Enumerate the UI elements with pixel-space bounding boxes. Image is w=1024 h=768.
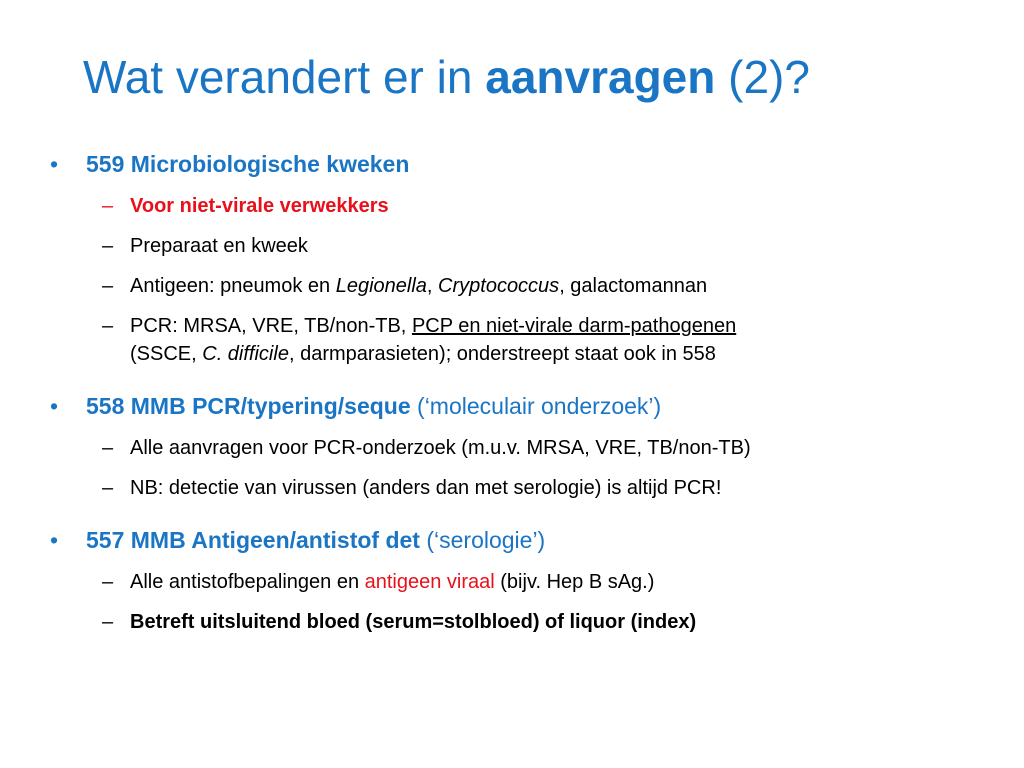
list-item-text: Antigeen: pneumok en [130,275,336,297]
section-subheading: (‘serologie’) [419,527,546,553]
section-557 [50,524,1010,556]
italic-term: Cryptococcus [438,275,560,297]
dash-icon: – [102,275,114,297]
list-item [50,434,1010,462]
list-item-text: Alle aanvragen voor PCR-onderzoek (m.u.v. MRSA, VRE, TB/non-TB) [130,437,751,459]
slide-title [83,52,810,103]
list-item [50,272,1010,300]
list-item-text: , darmparasieten); onderstreept staat ook in 558 [288,343,716,365]
section-heading: 557 MMB Antigeen/antistof det [86,527,420,553]
list-item-text: Preparaat en kweek [130,235,308,257]
list-item-text: NB: detectie van virussen (anders dan met serologie) is altijd PCR! [130,477,722,499]
section-subheading: (‘moleculair onderzoek’) [410,393,662,419]
list-item-text: PCR: MRSA, VRE, TB/non-TB, [130,315,412,337]
title-prefix: Wat verandert er in [83,51,486,103]
section-heading: 558 MMB PCR/typering/seque [86,393,411,419]
list-item-text: , [426,275,439,297]
slide-content [50,148,1010,636]
bullet-icon: • [50,393,59,419]
bullet-icon: • [50,151,59,177]
list-item-text: , galactomannan [559,275,708,297]
list-item-text: (bijv. Hep B sAg.) [494,571,655,593]
title-suffix: (2)? [715,51,810,103]
list-item [50,608,1010,636]
dash-icon: – [102,611,114,633]
section-559 [50,148,1010,180]
list-item [50,474,1010,502]
list-item [50,312,1010,368]
bullet-icon: • [50,527,59,553]
list-item [50,192,1010,220]
section-558 [50,390,1010,422]
list-item-text: Alle antistofbepalingen en [130,571,365,593]
highlighted-text: antigeen viraal [364,571,495,593]
list-item-text: (SSCE, [130,343,203,365]
dash-icon: – [102,195,114,217]
underlined-text: PCP en niet-virale darm-pathogenen [411,315,737,337]
section-heading: 559 Microbiologische kweken [86,151,410,177]
dash-icon: – [102,477,114,499]
dash-icon: – [102,235,114,257]
list-item [50,232,1010,260]
list-item [50,568,1010,596]
dash-icon: – [102,571,114,593]
italic-term: Legionella [335,275,427,297]
list-item-text: Voor niet-virale verwekkers [130,195,389,217]
dash-icon: – [102,315,114,337]
list-item-text: Betreft uitsluitend bloed (serum=stolbloed) of liquor (index) [130,611,697,633]
italic-term: C. difficile [202,343,289,365]
dash-icon: – [102,437,114,459]
title-bold-word: aanvragen [485,51,716,103]
